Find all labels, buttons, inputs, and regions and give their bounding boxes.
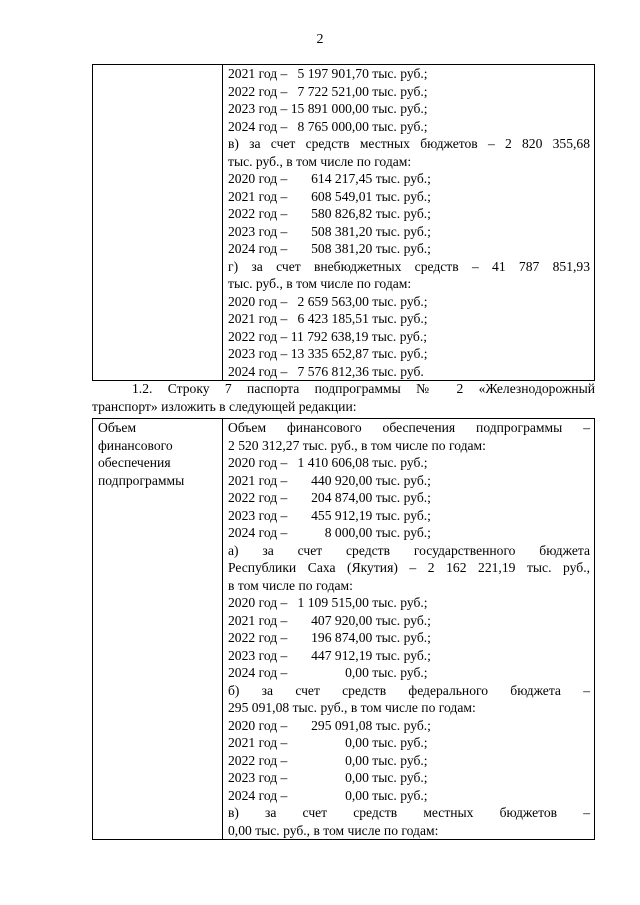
table2-line: 2020 год – 1 410 606,08 тыс. руб.; bbox=[228, 455, 428, 470]
table1-line: в) за счет средств местных бюджетов – 2 820 355,68 bbox=[228, 136, 590, 151]
table2-line: 2023 год – 447 912,19 тыс. руб.; bbox=[228, 647, 431, 663]
table1-line: тыс. руб., в том числе по годам: bbox=[228, 276, 412, 291]
paragraph-line-2: транспорт» изложить в следующей редакции: bbox=[92, 399, 357, 414]
table2-line: 2024 год – 0,00 тыс. руб.; bbox=[228, 787, 428, 803]
table2-line: 2022 год – 0,00 тыс. руб.; bbox=[228, 752, 428, 768]
table2-line: 2020 год – 295 091,08 тыс. руб.; bbox=[228, 717, 431, 733]
table1-line: 2020 год – 614 217,45 тыс. руб.; bbox=[228, 171, 431, 186]
table2-line: в) за счет средств местных бюджетов – bbox=[228, 805, 590, 820]
table1-line: 2020 год – 2 659 563,00 тыс. руб.; bbox=[228, 293, 428, 309]
table2-line: 2021 год – 440 920,00 тыс. руб.; bbox=[228, 472, 431, 488]
table1-left-cell bbox=[93, 65, 223, 381]
table1-line: 2024 год – 8 765 000,00 тыс. руб.; bbox=[228, 118, 428, 134]
table2-line: 2 520 312,27 тыс. руб., в том числе по годам: bbox=[228, 437, 486, 453]
funding-table-continued bbox=[92, 64, 595, 381]
subprogram-funding-table bbox=[92, 418, 595, 840]
label-line: финансового bbox=[98, 437, 173, 453]
table1-line: 2022 год – 580 826,82 тыс. руб.; bbox=[228, 206, 431, 221]
table1-line: 2023 год – 15 891 000,00 тыс. руб.; bbox=[228, 101, 428, 116]
table1-line: 2024 год – 508 381,20 тыс. руб.; bbox=[228, 241, 431, 256]
table2-line: 2023 год – 0,00 тыс. руб.; bbox=[228, 770, 428, 785]
table1-line: 2021 год – 608 549,01 тыс. руб.; bbox=[228, 188, 431, 204]
table1-line: 2022 год – 11 792 638,19 тыс. руб.; bbox=[228, 328, 428, 344]
table1-line: г) за счет внебюджетных средств – 41 787 851,93 bbox=[228, 258, 590, 274]
table2-line: Республики Саха (Якутия) – 2 162 221,19 тыс. руб., bbox=[228, 560, 590, 575]
table1-line: 2023 год – 508 381,20 тыс. руб.; bbox=[228, 223, 431, 239]
page-number: 2 bbox=[316, 32, 324, 47]
paragraph-line-1: 1.2. Строку 7 паспорта подпрограммы № 2 «Железнодорожный bbox=[132, 381, 595, 396]
table2-line: 2024 год – 0,00 тыс. руб.; bbox=[228, 665, 428, 680]
table2-line: 2021 год – 0,00 тыс. руб.; bbox=[228, 735, 428, 750]
table2-line: 2023 год – 455 912,19 тыс. руб.; bbox=[228, 507, 431, 523]
table2-line: 0,00 тыс. руб., в том числе по годам: bbox=[228, 822, 439, 838]
table1-line: 2021 год – 5 197 901,70 тыс. руб.; bbox=[228, 66, 428, 81]
table2-line: в том числе по годам: bbox=[228, 577, 353, 593]
table2-line: 2022 год – 204 874,00 тыс. руб.; bbox=[228, 490, 431, 505]
table2-line: а) за счет средств государственного бюджета bbox=[228, 542, 590, 558]
table1-right-cell bbox=[223, 65, 595, 381]
table2-value-cell bbox=[223, 419, 595, 840]
table1-line: тыс. руб., в том числе по годам: bbox=[228, 153, 412, 169]
table2-line: б) за счет средств федерального бюджета – bbox=[228, 682, 590, 698]
table1-line: 2024 год – 7 576 812,36 тыс. руб. bbox=[228, 363, 424, 379]
table2-line: 2024 год – 8 000,00 тыс. руб.; bbox=[228, 525, 431, 540]
label-line: Объем bbox=[98, 420, 137, 435]
table2-line: 295 091,08 тыс. руб., в том числе по годам: bbox=[228, 700, 476, 715]
label-line: подпрограммы bbox=[98, 472, 185, 488]
table2-line: 2022 год – 196 874,00 тыс. руб.; bbox=[228, 630, 431, 645]
label-line: обеспечения bbox=[98, 455, 171, 470]
table2-label-cell bbox=[93, 419, 223, 840]
table2-line: Объем финансового обеспечения подпрограммы – bbox=[228, 420, 590, 435]
table2-line: 2021 год – 407 920,00 тыс. руб.; bbox=[228, 612, 431, 628]
table1-line: 2021 год – 6 423 185,51 тыс. руб.; bbox=[228, 311, 428, 326]
amendment-paragraph bbox=[92, 380, 595, 416]
table1-line: 2022 год – 7 722 521,00 тыс. руб.; bbox=[228, 83, 428, 99]
table1-line: 2023 год – 13 335 652,87 тыс. руб.; bbox=[228, 346, 428, 361]
table2-line: 2020 год – 1 109 515,00 тыс. руб.; bbox=[228, 595, 428, 610]
